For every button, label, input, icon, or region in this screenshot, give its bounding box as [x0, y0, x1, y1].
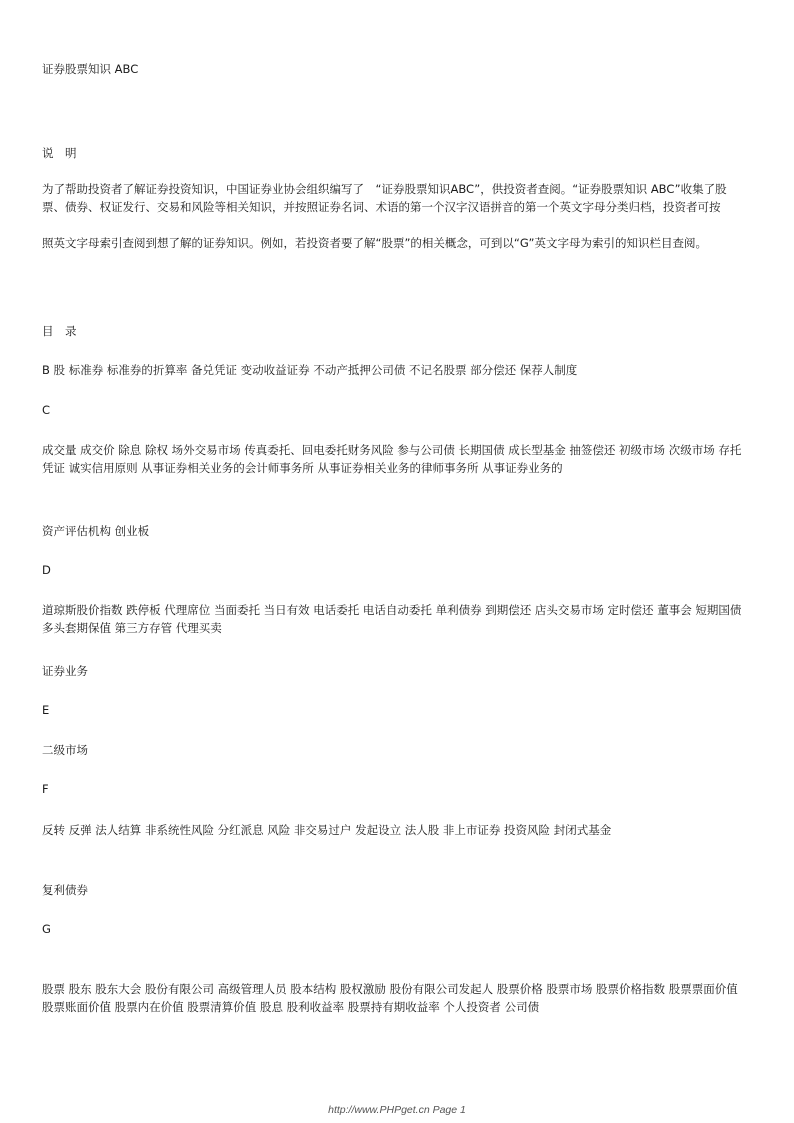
toc-terms-e: 二级市场 [42, 743, 88, 757]
preface-heading: 说 明 [42, 146, 77, 160]
preface-paragraph-2: 照英文字母索引查阅到想了解的证券知识。例如，若投资者要了解“股票”的相关概念，可到以“G”英文字母为索引的知识栏目查阅。 [42, 236, 707, 250]
toc-terms-g: 股票 股东 股东大会 股份有限公司 高级管理人员 股本结构 股权激励 股份有限公司发起人 股票价格 股票市场 股票价格指数 股票票面价值 股票账面价值 股票内在价值 股票清算价值 股息 股利收益率 股票持有期收益率 个人投资者 公司债 [42, 982, 738, 1014]
toc-entry-b: B 股 标准券 标准券的折算率 备兑凭证 变动收益证券 不动产抵押公司债 不记名股票 部分偿还 保荐人制度 [42, 363, 578, 377]
preface-paragraph-1: 为了帮助投资者了解证券投资知识，中国证券业协会组织编写了 “证券股票知识ABC”，供投资者查阅。“证券股票知识 ABC”收集了股票、债券、权证发行、交易和风险等相关知识，并按照证券名词、术语的第一个汉字汉语拼音的第一个英文字母分类归档，投资者可按 [42, 182, 727, 214]
page-footer: http://www.PHPget.cn Page 1 [328, 1104, 466, 1116]
toc-terms-c: 成交量 成交价 除息 除权 场外交易市场 传真委托、回电委托财务风险 参与公司债 长期国债 成长型基金 抽签偿还 初级市场 次级市场 存托凭证 诚实信用原则 从事证券相关业务的会计师事务所 从事证券相关业务的律师事务所 从事证券业务的 [42, 443, 742, 475]
toc-letter-c: C [42, 403, 51, 417]
toc-terms-d-continued: 证券业务 [42, 664, 88, 678]
toc-letter-e: E [42, 703, 50, 717]
toc-terms-f: 反转 反弹 法人结算 非系统性风险 分红派息 风险 非交易过户 发起设立 法人股 非上市证券 投资风险 封闭式基金 [42, 823, 612, 837]
document-title: 证券股票知识 ABC [42, 62, 139, 76]
toc-letter-d: D [42, 563, 51, 577]
toc-terms-c-continued: 资产评估机构 创业板 [42, 524, 150, 538]
toc-heading: 目 录 [42, 324, 77, 338]
toc-terms-f-continued: 复利债券 [42, 883, 88, 897]
toc-letter-g: G [42, 922, 51, 936]
toc-terms-d: 道琼斯股价指数 跌停板 代理席位 当面委托 当日有效 电话委托 电话自动委托 单利债券 到期偿还 店头交易市场 定时偿还 董事会 短期国债 多头套期保值 第三方存管 代理买卖 [42, 603, 742, 635]
toc-letter-f: F [42, 782, 49, 796]
